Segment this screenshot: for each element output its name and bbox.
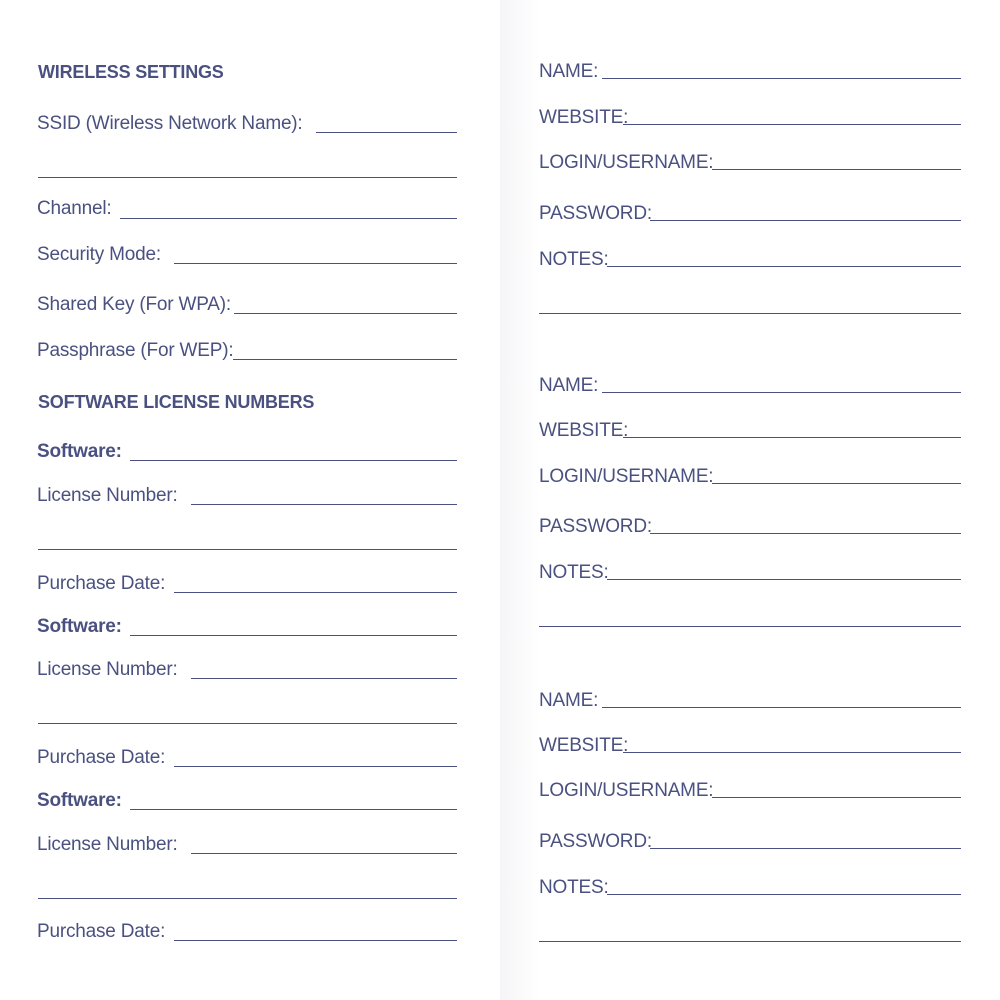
shared-key-label: Shared Key (For WPA): (37, 294, 231, 315)
website-field[interactable] (623, 437, 961, 438)
purchase-date-label: Purchase Date: (37, 573, 166, 594)
ssid-label: SSID (Wireless Network Name): (37, 113, 303, 134)
password-field[interactable] (650, 533, 961, 534)
purchase-date-label: Purchase Date: (37, 921, 166, 942)
login-username-label: LOGIN/USERNAME: (539, 466, 714, 487)
website-field[interactable] (623, 124, 961, 125)
license-number-field-continued[interactable] (38, 549, 457, 550)
notes-label: NOTES: (539, 877, 609, 898)
notes-field-continued[interactable] (539, 626, 961, 627)
notes-field[interactable] (607, 894, 961, 895)
license-number-field-continued[interactable] (38, 898, 457, 899)
notes-field-continued[interactable] (539, 313, 961, 314)
purchase-date-field[interactable] (174, 940, 457, 941)
channel-field[interactable] (120, 218, 457, 219)
login-username-label: LOGIN/USERNAME: (539, 780, 714, 801)
channel-label: Channel: (37, 198, 112, 219)
password-label: PASSWORD: (539, 831, 652, 852)
password-field[interactable] (650, 848, 961, 849)
security-mode-label: Security Mode: (37, 244, 161, 265)
software-field[interactable] (130, 809, 457, 810)
software-label: Software: (37, 790, 122, 811)
ssid-field[interactable] (316, 132, 457, 133)
purchase-date-field[interactable] (174, 766, 457, 767)
ssid-field-continued[interactable] (38, 177, 457, 178)
license-number-field-continued[interactable] (38, 723, 457, 724)
software-field[interactable] (130, 460, 457, 461)
shared-key-field[interactable] (234, 313, 457, 314)
license-number-label: License Number: (37, 485, 178, 506)
software-license-heading: SOFTWARE LICENSE NUMBERS (38, 392, 315, 412)
page-fold (500, 0, 540, 1000)
name-field[interactable] (602, 707, 961, 708)
license-number-label: License Number: (37, 834, 178, 855)
security-mode-field[interactable] (174, 263, 457, 264)
login-username-field[interactable] (712, 797, 961, 798)
login-username-field[interactable] (712, 483, 961, 484)
software-label: Software: (37, 441, 122, 462)
name-label: NAME: (539, 61, 599, 82)
license-number-field[interactable] (191, 504, 457, 505)
password-field[interactable] (650, 220, 961, 221)
software-field[interactable] (130, 635, 457, 636)
password-label: PASSWORD: (539, 516, 652, 537)
purchase-date-label: Purchase Date: (37, 747, 166, 768)
license-number-label: License Number: (37, 659, 178, 680)
notes-field[interactable] (607, 579, 961, 580)
license-number-field[interactable] (191, 678, 457, 679)
password-label: PASSWORD: (539, 203, 652, 224)
website-label: WEBSITE: (539, 107, 629, 128)
login-username-field[interactable] (712, 169, 961, 170)
notes-field[interactable] (607, 266, 961, 267)
name-field[interactable] (602, 78, 961, 79)
purchase-date-field[interactable] (174, 592, 457, 593)
name-label: NAME: (539, 690, 599, 711)
wireless-settings-heading: WIRELESS SETTINGS (38, 62, 224, 82)
website-field[interactable] (623, 752, 961, 753)
notes-field-continued[interactable] (539, 941, 961, 942)
website-label: WEBSITE: (539, 735, 629, 756)
license-number-field[interactable] (191, 853, 457, 854)
software-label: Software: (37, 616, 122, 637)
passphrase-field[interactable] (233, 359, 457, 360)
name-label: NAME: (539, 375, 599, 396)
website-label: WEBSITE: (539, 420, 629, 441)
notes-label: NOTES: (539, 249, 609, 270)
login-username-label: LOGIN/USERNAME: (539, 152, 714, 173)
passphrase-label: Passphrase (For WEP): (37, 340, 234, 361)
notes-label: NOTES: (539, 562, 609, 583)
name-field[interactable] (602, 392, 961, 393)
